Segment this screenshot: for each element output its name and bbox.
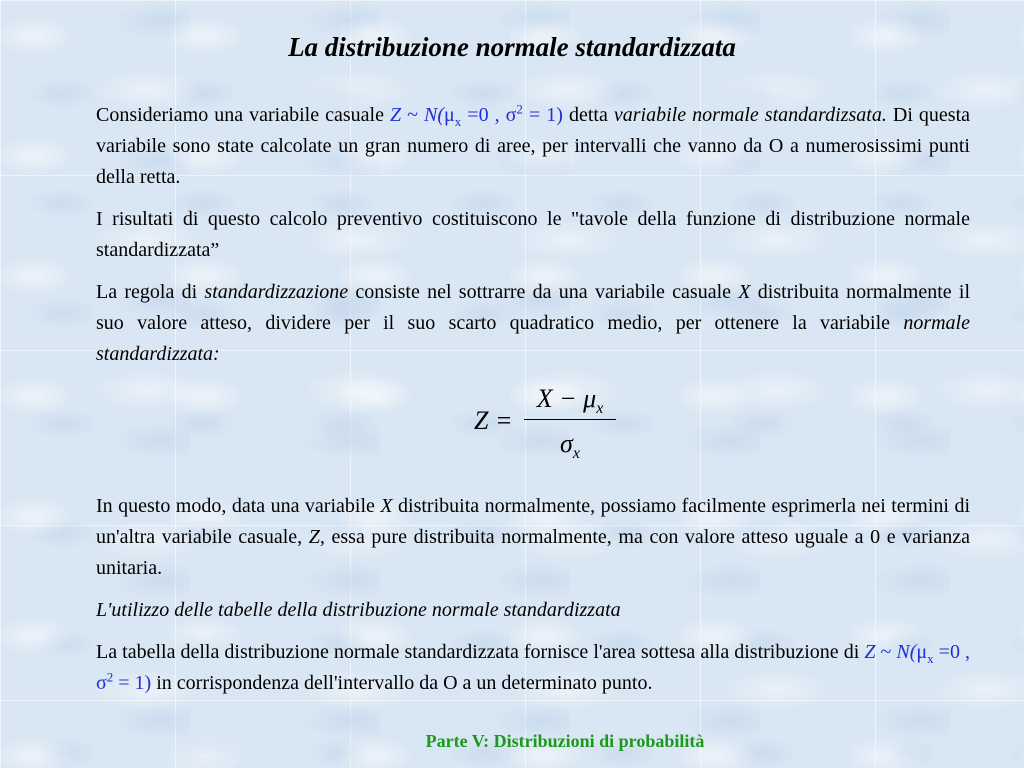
text-italic: X bbox=[380, 495, 393, 517]
text-italic: variabile normale standardizsata. bbox=[613, 104, 887, 126]
section-heading: L'utilizzo delle tabelle della distribuzione normale standardizzata bbox=[96, 599, 621, 621]
formula-sup-2: 2 bbox=[106, 669, 114, 685]
text: distribuita normalmente, possiamo facilmente esprimerla nei termini di un'altra variabile casuale, bbox=[96, 495, 970, 548]
formula-fraction bbox=[524, 381, 616, 462]
formula-eq1: = 1) bbox=[522, 104, 563, 126]
text-italic: standardizzazione bbox=[204, 281, 349, 303]
text-italic: Z, bbox=[308, 526, 325, 548]
formula-sub-x: x bbox=[927, 651, 934, 666]
slide-title: La distribuzione normale standardizzata bbox=[288, 32, 736, 62]
slide-body bbox=[96, 100, 970, 710]
text-italic: X bbox=[738, 281, 751, 303]
formula-mu: μ bbox=[916, 641, 928, 663]
paragraph-6 bbox=[96, 637, 970, 699]
paragraph-2: I risultati di questo calcolo preventivo costituiscono le "tavole della funzione di distribuzione normale standardizzata” bbox=[96, 208, 970, 261]
formula-z: Z bbox=[390, 104, 402, 126]
numerator-sub: x bbox=[596, 400, 604, 418]
formula-sub-x: x bbox=[454, 114, 462, 129]
numerator-text: X − μ bbox=[536, 384, 597, 413]
inline-formula-1 bbox=[390, 101, 563, 129]
formula-numerator bbox=[524, 381, 616, 417]
text: in corrispondenza dell'intervallo da O a un determinato punto. bbox=[151, 672, 653, 694]
formula-n: N( bbox=[424, 104, 445, 126]
paragraph-4 bbox=[96, 491, 970, 584]
denominator-text: σ bbox=[560, 429, 573, 458]
paragraph-1 bbox=[96, 100, 970, 193]
formula-tilde: ~ bbox=[875, 641, 897, 663]
formula-denominator bbox=[524, 426, 616, 462]
text: La tabella della distribuzione normale standardizzata fornisce l'area sottesa alla distribuzione di bbox=[96, 641, 865, 663]
text: Di questa variabile sono state calcolate un gran numero di aree, per intervalli che vanno da O a numerosissimi punti della retta. bbox=[96, 104, 971, 188]
standardization-formula bbox=[96, 381, 970, 481]
denominator-sub: x bbox=[572, 445, 580, 463]
formula-tilde: ~ bbox=[401, 104, 425, 126]
formula-eq1: = 1) bbox=[113, 672, 152, 694]
text: Consideriamo una variabile casuale bbox=[96, 104, 391, 126]
text-italic: normale standardizzata: bbox=[96, 312, 970, 365]
text: distribuita normalmente il suo valore atteso, dividere per il suo scarto quadratico medio, per ottenere la variabile bbox=[96, 281, 971, 334]
text: essa pure distribuita normalmente, ma con valore atteso uguale a 0 e varianza unitaria. bbox=[96, 526, 970, 579]
formula-sup-2: 2 bbox=[516, 101, 523, 117]
paragraph-3 bbox=[96, 277, 970, 370]
slide-footer: Parte V: Distribuzioni di probabilità bbox=[425, 731, 705, 751]
formula-eq0: =0 , σ bbox=[461, 104, 517, 126]
formula-eq0: =0 , σ bbox=[96, 641, 971, 694]
formula-lhs: Z = bbox=[474, 406, 513, 435]
text: La regola di bbox=[96, 281, 205, 303]
formula-z: Z bbox=[864, 641, 876, 663]
fraction-bar bbox=[524, 419, 616, 420]
text: detta bbox=[562, 104, 614, 126]
formula-n: N( bbox=[896, 641, 917, 663]
text: consiste nel sottrarre da una variabile casuale bbox=[348, 281, 739, 303]
text: In questo modo, data una variabile bbox=[96, 495, 381, 517]
formula-mu: μ bbox=[444, 104, 455, 126]
